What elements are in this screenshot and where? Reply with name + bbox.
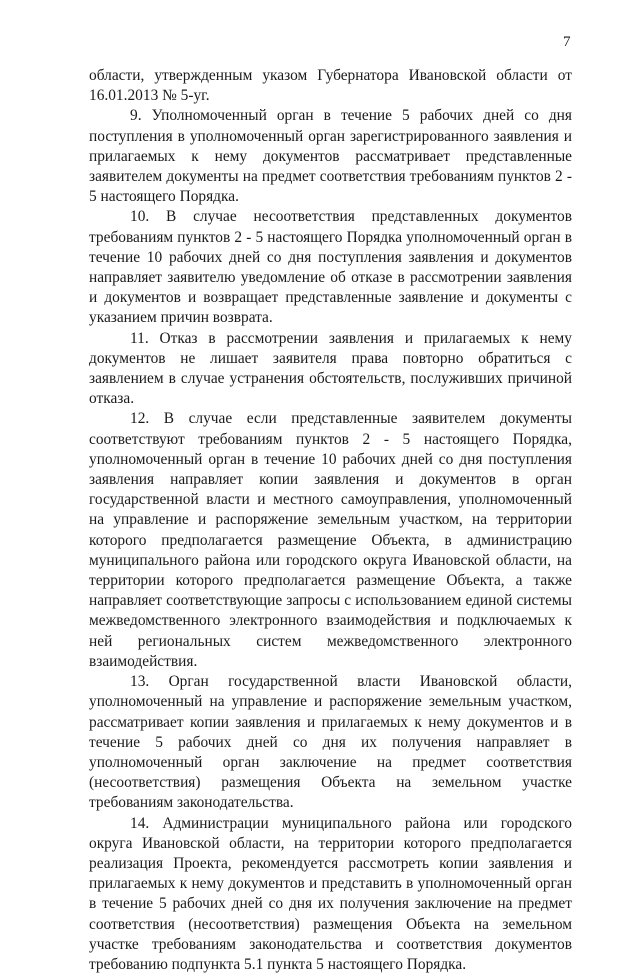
document-body (89, 66, 572, 975)
paragraph-14: 14. Администрации муниципального района или городского округа Ивановской области, на территории которого предполагается реализация Проекта, рекомендуется рассмотреть копии заявления и прилагаемых к нему документов и представить в уполномоченный орган в течение 5 рабочих дней со дня их получения заключение на предмет соответствия (несоответствия) размещения Объекта на земельном участке требованиям законодательства и соответствия документов требованию подпункта 5.1 пункта 5 настоящего Порядка. (89, 814, 572, 973)
paragraph-continuation: области, утвержденным указом Губернатора Ивановской области от 16.01.2013 № 5-уг. (89, 67, 572, 105)
page-number: 7 (563, 34, 571, 50)
paragraph-13: 13. Орган государственной власти Ивановской области, уполномоченный на управление и распоряжение земельным участком, рассматривает копии заявления и прилагаемых к нему документов и в течение 5 рабочих дней со дня их получения направляет в уполномоченный орган заключение на предмет соответствия (несоответствия) размещения Объекта на земельном участке требованиям законодательства. (89, 673, 572, 812)
paragraph-12: 12. В случае если представленные заявителем документы соответствуют требованиям пунктов 2 - 5 настоящего Порядка, уполномоченный орган в течение 10 рабочих дней со дня поступления заявления направляет копии заявления и документов в орган государственной власти и местного самоуправления, уполномоченный на управление и распоряжение земельным участком, на территории которого предполагается размещение Объекта, в администрацию муниципального района или городского округа Ивановской области, на территории которого предполагается размещение Объекта, а также направляет соответствующие запросы с использованием единой системы межведомственного электронного взаимодействия и подключаемых к ней региональных систем межведомственного электронного взаимодействия. (89, 410, 572, 670)
paragraph-9: 9. Уполномоченный орган в течение 5 рабочих дней со дня поступления в уполномоченный орган зарегистрированного заявления и прилагаемых к нему документов рассматривает представленные заявителем документы на предмет соответствия требованиям пунктов 2 - 5 настоящего Порядка. (89, 107, 572, 206)
paragraph-10: 10. В случае несоответствия представленных документов требованиям пунктов 2 - 5 настоящего Порядка уполномоченный орган в течение 10 рабочих дней со дня поступления заявления и документов направляет заявителю уведомление об отказе в рассмотрении заявления и документов и возвращает представленные заявление и документы с указанием причин возврата. (89, 208, 572, 327)
paragraph-11: 11. Отказ в рассмотрении заявления и прилагаемых к нему документов не лишает заявителя права повторно обратиться с заявлением в случае устранения обстоятельств, послуживших причиной отказа. (89, 329, 572, 408)
